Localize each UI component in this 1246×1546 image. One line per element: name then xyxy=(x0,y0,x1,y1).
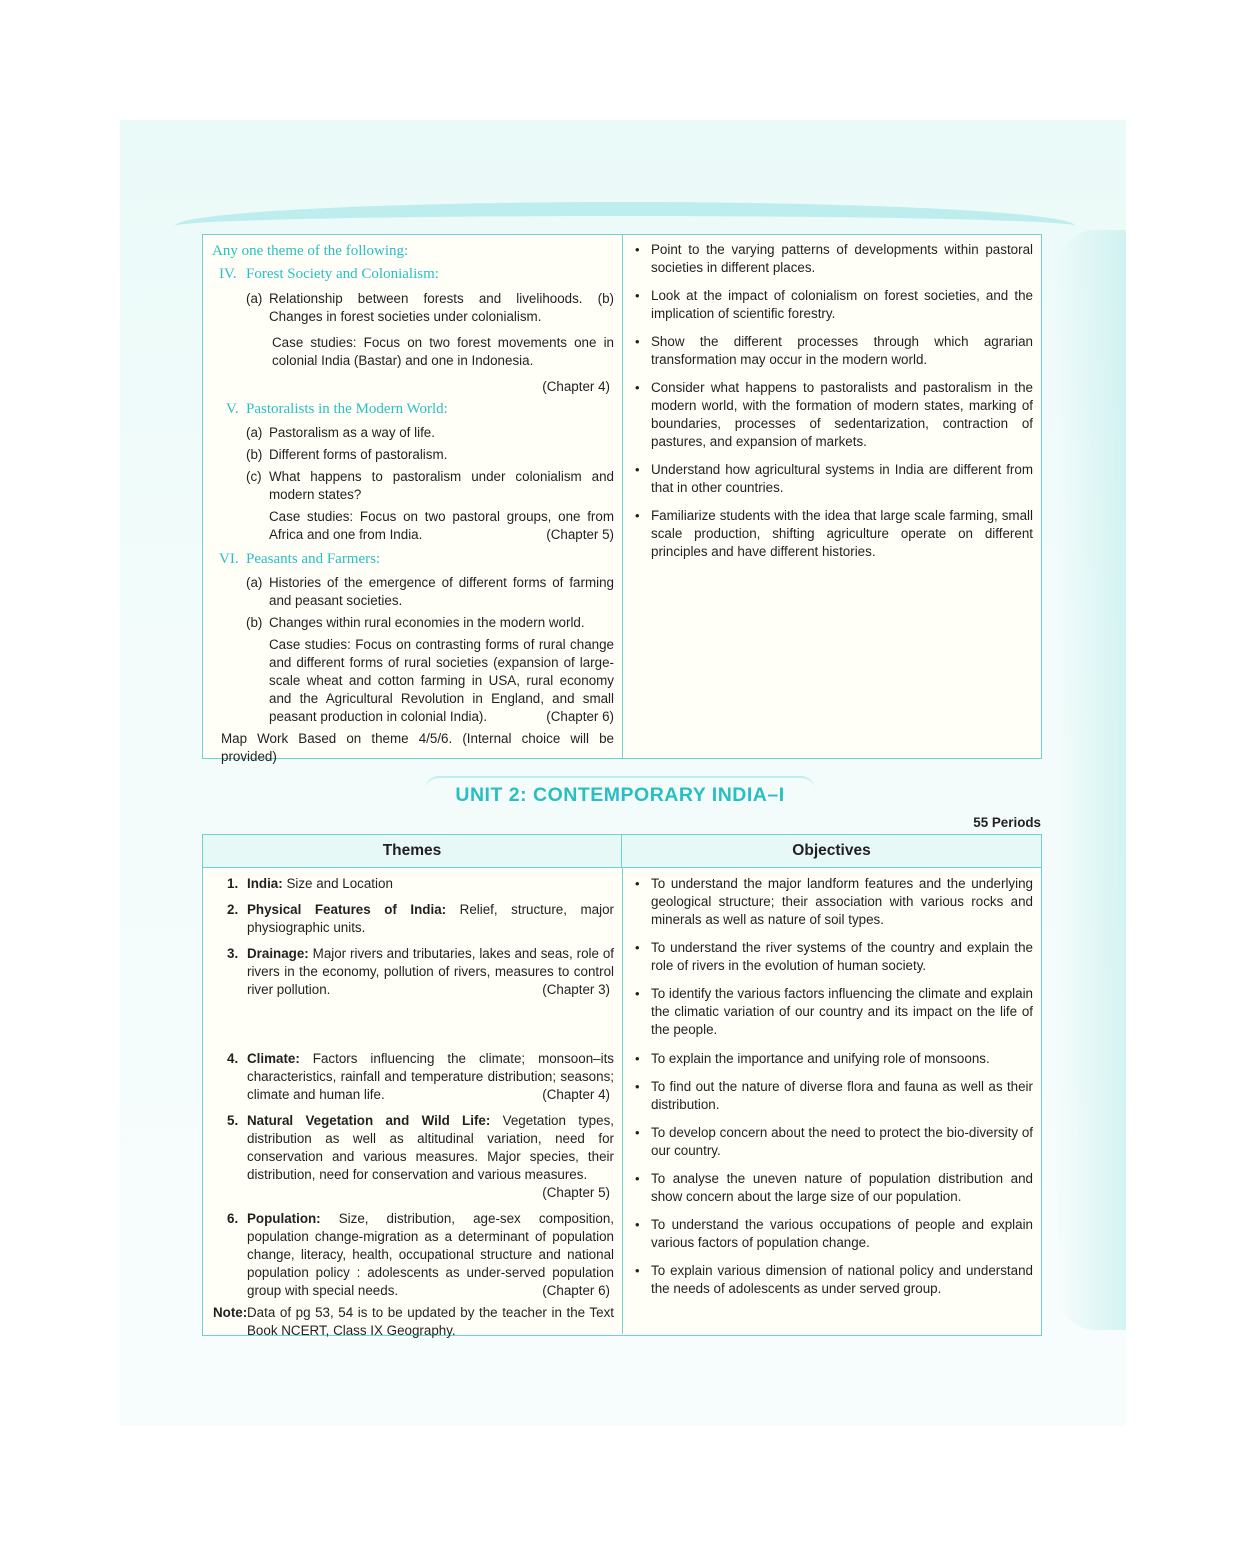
case-study: Case studies: Focus on two forest movements one in colonial India (Bastar) and one in Indonesia. xyxy=(272,335,614,368)
list-item: • To understand the major landform features and the underlying geological structure; their association with various rocks and minerals as well as nature of soil types. xyxy=(635,876,1033,927)
list-item: • To understand the river systems of the country and explain the role of rivers in the evolution of human society. xyxy=(635,940,1033,973)
theme-title: Pastoralists in the Modern World: xyxy=(246,401,448,417)
chapter-ref: (Chapter 4) xyxy=(542,1087,610,1102)
list-item: (b) Different forms of pastoralism. xyxy=(246,447,448,462)
theme-iv xyxy=(212,264,614,396)
list-item: (c) What happens to pastoralism under colonialism and modern states? xyxy=(246,469,614,502)
objective-group-a xyxy=(635,875,1033,1045)
history-themes-table xyxy=(202,234,1042,764)
list-item: 6. Population: Size, distribution, age-sex composition, population change-migration as a determinant of population change, literacy, health, occupational structure and national population policy : adolescents as under-served population group with special needs. (Chapter 6) xyxy=(227,1211,614,1298)
list-item: • Point to the varying patterns of developments within pastoral societies in different places. xyxy=(635,242,1033,275)
list-item: • To develop concern about the need to protect the bio-diversity of our country. xyxy=(635,1125,1033,1158)
chapter-ref: (Chapter 5) xyxy=(546,527,614,542)
list-item: • Look at the impact of colonialism on forest societies, and the implication of scientific forestry. xyxy=(635,288,1033,321)
chapter-ref: (Chapter 6) xyxy=(546,709,614,724)
unit-title: UNIT 2: CONTEMPORARY INDIA–I xyxy=(425,776,815,812)
periods-count: 55 Periods xyxy=(973,815,1041,830)
theme-v xyxy=(212,399,614,544)
theme-numeral: V. xyxy=(226,401,239,417)
unit2-table xyxy=(202,834,1042,1336)
theme-numeral: VI. xyxy=(219,551,239,567)
objective-group-b xyxy=(635,1050,1033,1298)
chapter-ref: (Chapter 3) xyxy=(542,982,610,997)
list-item: 3. Drainage: Major rivers and tributaries, lakes and seas, role of rivers in the economy, pollution of rivers, measures to control river pollution. (Chapter 3) xyxy=(227,946,614,997)
list-item: (a) Pastoralism as a way of life. xyxy=(246,425,435,440)
list-item: 2. Physical Features of India: Relief, structure, major physiographic units. xyxy=(227,902,614,935)
list-item: • To identify the various factors influencing the climate and explain the climatic variation of our country and its impact on the life of the people. xyxy=(635,986,1033,1037)
list-item: 1. India: Size and Location xyxy=(227,876,393,891)
header-objectives: Objectives xyxy=(792,842,871,859)
note: Note: Data of pg 53, 54 is to be updated by the teacher in the Text Book NCERT, Class IX Geography. xyxy=(213,1305,614,1338)
map-work-note: Map Work Based on theme 4/5/6. (Internal choice will be provided) xyxy=(221,731,614,764)
header-themes: Themes xyxy=(203,835,622,867)
themes-column xyxy=(203,235,623,764)
intro-heading: Any one theme of the following: xyxy=(212,243,409,259)
chapter-ref: (Chapter 5) xyxy=(542,1185,610,1200)
list-item: • To explain the importance and unifying role of monsoons. xyxy=(635,1051,990,1066)
themes-column xyxy=(203,868,623,1338)
list-item: 5. Natural Vegetation and Wild Life: Vegetation types, distribution as well as altitudinal variation, need for conservation and various measures. Major species, their distribution, need for conservation and various measures. (Chapter 5) xyxy=(227,1113,614,1200)
list-item: • To explain various dimension of national policy and understand the needs of adolescents as under served group. xyxy=(635,1263,1033,1296)
objectives-column xyxy=(623,868,1041,1334)
theme-title: Forest Society and Colonialism: xyxy=(246,266,439,282)
theme-group-b xyxy=(213,1050,614,1340)
case-study: Case studies: Focus on two pastoral groups, one from Africa and one from India. xyxy=(269,509,614,542)
theme-vi xyxy=(212,549,614,726)
objectives-column xyxy=(623,235,1041,758)
list-item: (a) Histories of the emergence of different forms of farming and peasant societies. xyxy=(246,575,614,608)
theme-numeral: IV. xyxy=(219,266,237,282)
list-item: • Understand how agricultural systems in India are different from that in other countries. xyxy=(635,462,1033,495)
list-item: • To find out the nature of diverse flora and fauna as well as their distribution. xyxy=(635,1079,1033,1112)
case-study: Case studies: Focus on contrasting forms of rural change and different forms of rural societies (expansion of large-scale wheat and cotton farming in USA, rural economy and the Agricultural Revolution in England, and small peasant production in colonial India). xyxy=(269,637,614,724)
list-item: • To understand the various occupations of people and explain various factors of population change. xyxy=(635,1217,1033,1250)
list-item: • Show the different processes through which agrarian transformation may occur in the modern world. xyxy=(635,334,1033,367)
theme-group-a xyxy=(213,875,614,1045)
theme-title: Peasants and Farmers: xyxy=(246,551,381,567)
table-header xyxy=(203,835,1041,868)
list-item: • To analyse the uneven nature of population distribution and show concern about the large size of our population. xyxy=(635,1171,1033,1204)
list-item: • Consider what happens to pastoralists and pastoralism in the modern world, with the formation of modern states, marking of boundaries, processes of sedentarization, contraction of pastures, and expansion of markets. xyxy=(635,380,1033,449)
list-item: • Familiarize students with the idea that large scale farming, small scale production, shifting agriculture operate on different principles and have different histories. xyxy=(635,508,1033,559)
chapter-ref: (Chapter 4) xyxy=(542,379,610,394)
list-item: (b) Changes within rural economies in the modern world. xyxy=(246,615,585,630)
list-item: (a) Relationship between forests and livelihoods. (b) Changes in forest societies under colonialism. xyxy=(246,291,614,324)
chapter-ref: (Chapter 6) xyxy=(542,1283,610,1298)
list-item: 4. Climate: Factors influencing the climate; monsoon–its characteristics, rainfall and temperature distribution; seasons; climate and human life. (Chapter 4) xyxy=(227,1051,614,1102)
